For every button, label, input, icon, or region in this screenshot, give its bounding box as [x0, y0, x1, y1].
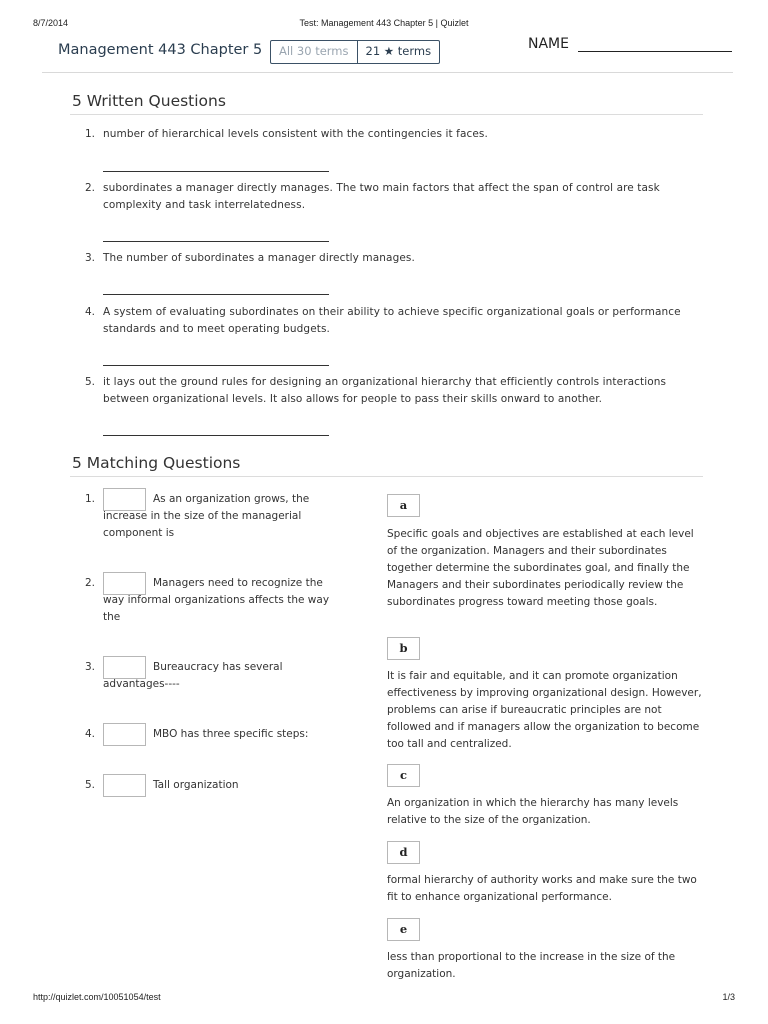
print-title: Test: Management 443 Chapter 5 | Quizlet — [299, 18, 469, 28]
matching-question-number: 4. — [84, 728, 95, 740]
written-answer-line[interactable] — [103, 435, 329, 436]
written-question-text: it lays out the ground rules for designing an organizational hierarchy that efficiently controls interactions between organizational levels. It also allows for people to pass their skills onward to another. — [103, 376, 667, 405]
section-divider — [70, 476, 703, 477]
option-letter-d: d — [387, 841, 420, 864]
written-question-number: 5. — [84, 376, 95, 388]
written-question-text: number of hierarchical levels consistent with the contingencies it faces. — [103, 128, 488, 140]
matching-question-text: Tall organization — [153, 779, 239, 791]
section-divider — [70, 114, 703, 115]
option-text-c: An organization in which the hierarchy has many levels relative to the size of the organization. — [387, 797, 679, 826]
option-letter-a: a — [387, 494, 420, 517]
print-url: http://quizlet.com/10051054/test — [33, 992, 161, 1002]
written-answer-line[interactable] — [103, 171, 329, 172]
matching-question-text: As an organization grows, the increase in the size of the managerial component is — [103, 493, 310, 539]
written-question-text: The number of subordinates a manager directly manages. — [103, 252, 415, 264]
written-answer-line[interactable] — [103, 241, 329, 242]
matching-question-number: 3. — [84, 661, 95, 673]
set-header — [42, 36, 733, 73]
print-footer — [33, 992, 735, 1006]
written-question-number: 1. — [84, 128, 95, 140]
option-text-e: less than proportional to the increase in the size of the organization. — [387, 951, 676, 980]
matching-question-text: Bureaucracy has several advantages---- — [103, 661, 283, 690]
filter-all-terms-button[interactable]: All 30 terms — [271, 41, 358, 63]
option-letter-c: c — [387, 764, 420, 787]
term-filter-toggle — [270, 40, 440, 64]
written-question-number: 2. — [84, 182, 95, 194]
print-date: 8/7/2014 — [33, 18, 69, 28]
option-letter-b: b — [387, 637, 420, 660]
written-answer-line[interactable] — [103, 294, 329, 295]
name-blank-line — [578, 51, 732, 52]
written-question-text: A system of evaluating subordinates on their ability to achieve specific organizational goals or performance standards and to meet operating budgets. — [103, 306, 681, 335]
set-title[interactable]: Management 443 Chapter 5 — [58, 42, 263, 58]
option-text-d: formal hierarchy of authority works and make sure the two fit to enhance organizational performance. — [387, 874, 697, 903]
print-header — [33, 18, 735, 32]
written-section-title: 5 Written Questions — [72, 92, 226, 110]
print-page-number: 1/3 — [722, 992, 735, 1002]
matching-question-number: 1. — [84, 493, 95, 505]
written-question-text: subordinates a manager directly manages. The two main factors that affect the span of control are task complexity and task interrelatedness. — [103, 182, 660, 211]
option-text-b: It is fair and equitable, and it can promote organization effectiveness by improving organizational design. However, problems can arise if bureaucratic principles are not followed and if managers allow the organization to become too tall and centralized. — [387, 670, 702, 750]
filter-starred-terms-button[interactable]: 21 ★ terms — [365, 44, 432, 58]
matching-section-title: 5 Matching Questions — [72, 454, 241, 472]
option-letter-e: e — [387, 918, 420, 941]
option-text-a: Specific goals and objectives are established at each level of the organization. Managers and their subordinates together determine the subordinates goal, and finally the Managers and their subordinates periodically review the subordinates progress toward meeting those goals. — [387, 528, 694, 608]
matching-question-text: Managers need to recognize the way informal organizations affects the way the — [103, 577, 330, 623]
written-question-number: 3. — [84, 252, 95, 264]
written-question-number: 4. — [84, 306, 95, 318]
name-label: NAME — [528, 36, 569, 52]
matching-question-number: 2. — [84, 577, 95, 589]
written-answer-line[interactable] — [103, 365, 329, 366]
matching-question-text: MBO has three specific steps: — [153, 728, 309, 740]
matching-question-number: 5. — [84, 779, 95, 791]
